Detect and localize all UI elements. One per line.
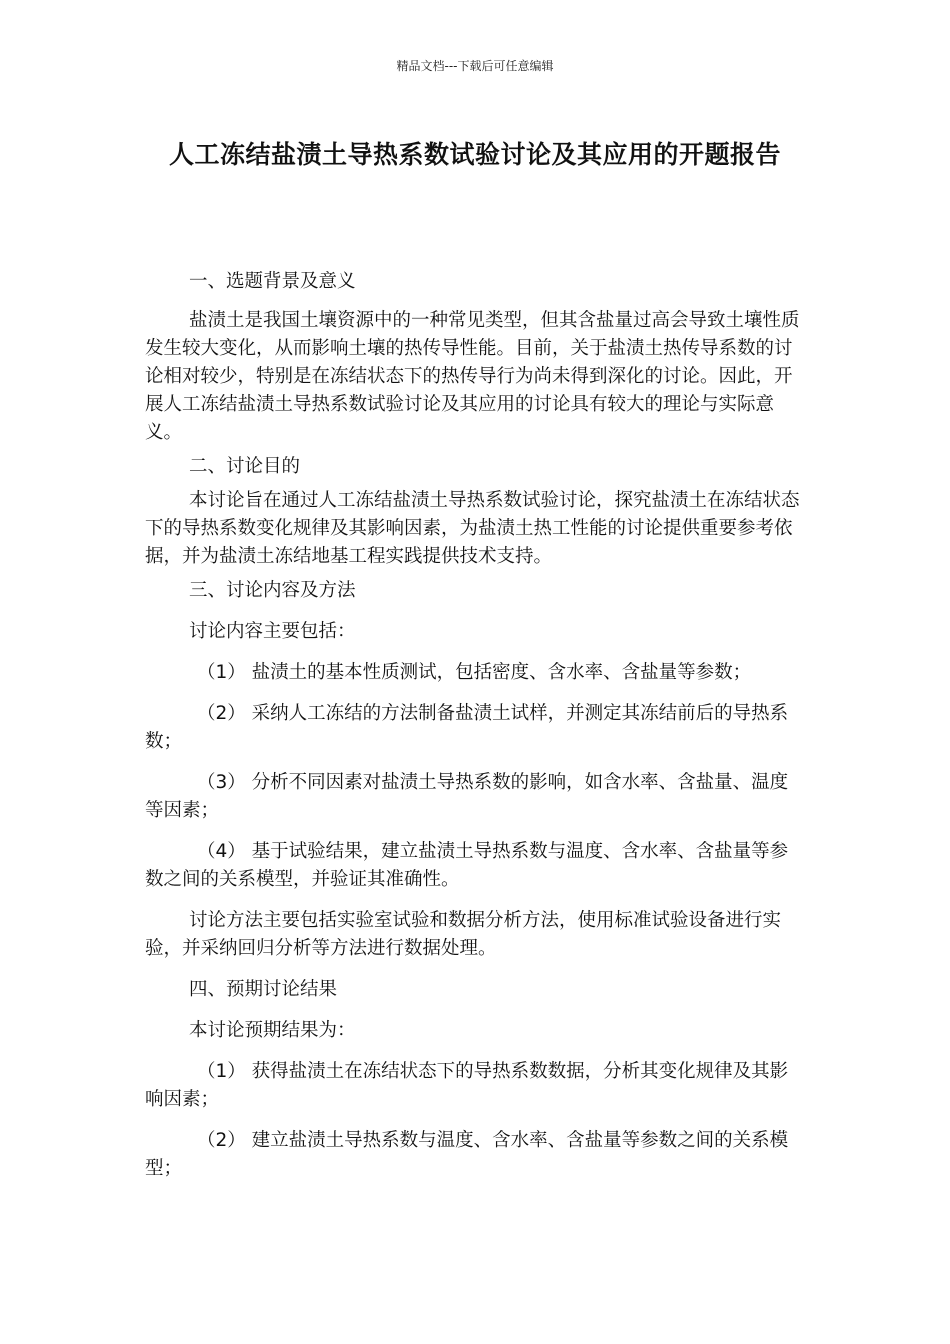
page-header-note: 精品文档---下载后可任意编辑 xyxy=(396,59,554,73)
list-item-content-2: （2） 采纳人工冻结的方法制备盐渍土试样，并测定其冻结前后的导热系数； xyxy=(145,703,789,752)
section-heading-2: 二、讨论目的 xyxy=(189,456,301,477)
list-item-result-2: （2） 建立盐渍土导热系数与温度、含水率、含盐量等参数之间的关系模型； xyxy=(145,1130,789,1179)
section-heading-3: 三、讨论内容及方法 xyxy=(189,580,356,601)
list-item-content-3: （3） 分析不同因素对盐渍土导热系数的影响，如含水率、含盐量、温度等因素； xyxy=(145,772,789,821)
document-title: 人工冻结盐渍土导热系数试验讨论及其应用的开题报告 xyxy=(168,140,781,169)
paragraph-background: 盐渍土是我国土壤资源中的一种常见类型，但其含盐量过高会导致土壤性质发生较大变化，从而影响土壤的热传导性能。目前，关于盐渍土热传导系数的讨论相对较少，特别是在冻结状态下的热传导行为尚未得到深化的讨论。因此，开展人工冻结盐渍土导热系数试验讨论及其应用的讨论具有较大的理论与实际意义。 xyxy=(145,310,800,443)
section-heading-1: 一、选题背景及意义 xyxy=(189,271,356,292)
document-body xyxy=(145,268,805,1183)
section-heading-4: 四、预期讨论结果 xyxy=(189,979,338,1000)
list-item-content-4: （4） 基于试验结果，建立盐渍土导热系数与温度、含水率、含盐量等参数之间的关系模型，并验证其准确性。 xyxy=(145,841,789,890)
list-item-content-1: （1） 盐渍土的基本性质测试，包括密度、含水率、含盐量等参数； xyxy=(197,662,752,683)
paragraph-content-intro: 讨论内容主要包括： xyxy=(189,621,356,642)
list-item-result-1: （1） 获得盐渍土在冻结状态下的导热系数数据，分析其变化规律及其影响因素； xyxy=(145,1061,789,1110)
paragraph-results-intro: 本讨论预期结果为： xyxy=(189,1020,356,1041)
paragraph-method: 讨论方法主要包括实验室试验和数据分析方法，使用标准试验设备进行实验，并采纳回归分析等方法进行数据处理。 xyxy=(145,910,782,959)
paragraph-purpose: 本讨论旨在通过人工冻结盐渍土导热系数试验讨论，探究盐渍土在冻结状态下的导热系数变化规律及其影响因素，为盐渍土热工性能的讨论提供重要参考依据，并为盐渍土冻结地基工程实践提供技术支持。 xyxy=(145,490,800,567)
